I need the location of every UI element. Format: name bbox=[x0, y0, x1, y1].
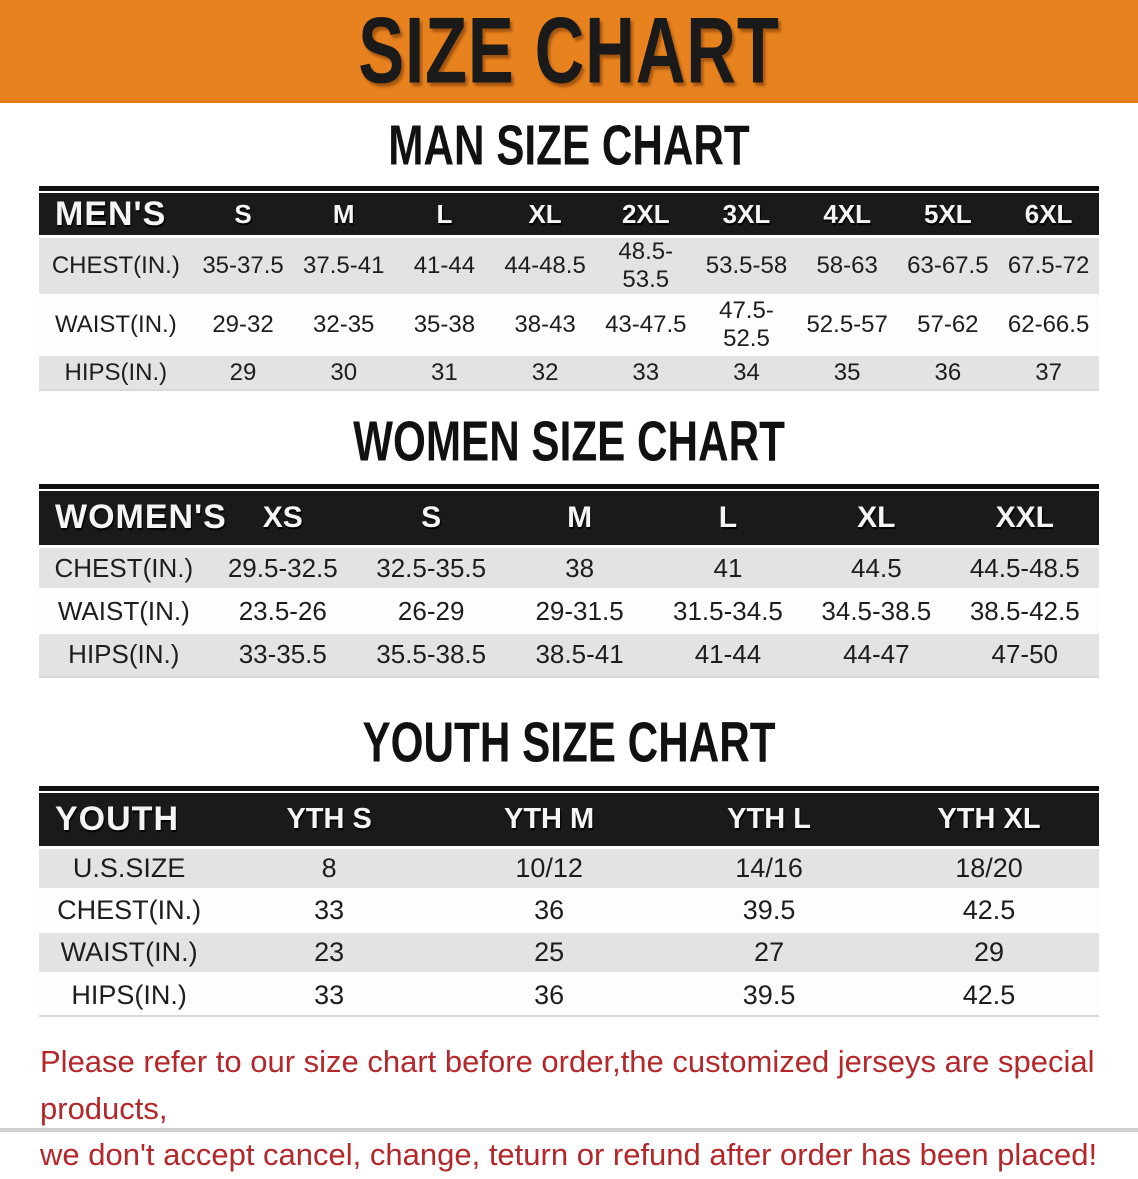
measurement-row bbox=[39, 590, 1099, 633]
measurement-row bbox=[39, 931, 1099, 973]
measurement-value: 32 bbox=[531, 358, 559, 386]
size-column-header: YTH XL bbox=[937, 803, 1041, 836]
size-column-header: L bbox=[718, 500, 738, 534]
measurement-value: 33 bbox=[632, 358, 660, 386]
measurement-value: 10/12 bbox=[515, 852, 583, 883]
measurement-value: 29.5-32.5 bbox=[227, 552, 338, 583]
footnote bbox=[40, 1039, 1138, 1179]
measurement-value: 18/20 bbox=[955, 852, 1023, 883]
size-column-header: XXL bbox=[995, 500, 1054, 534]
size-table bbox=[39, 491, 1099, 676]
footnote-line-1: Please refer to our size chart before order,the customized jerseys are special products, bbox=[40, 1044, 1095, 1126]
measurement-value: 48.5-53.5 bbox=[618, 238, 674, 294]
size-table-body bbox=[39, 847, 1099, 1015]
measurement-value: 34 bbox=[733, 358, 760, 386]
measurement-value: 38.5-41 bbox=[535, 639, 624, 670]
measurement-value: 52.5-57 bbox=[806, 311, 888, 339]
measurement-value: 39.5 bbox=[742, 979, 796, 1010]
measurement-label: WAIST(IN.) bbox=[57, 595, 190, 626]
measurement-row bbox=[39, 847, 1099, 889]
measurement-value: 35 bbox=[833, 358, 861, 386]
size-column-header: 4XL bbox=[823, 198, 871, 229]
men-section-heading: MAN SIZE CHART bbox=[388, 115, 750, 178]
section-youth bbox=[0, 711, 1138, 1018]
measurement-value: 30 bbox=[330, 358, 358, 386]
measurement-value: 53.5-58 bbox=[705, 252, 788, 280]
banner-title: SIZE CHART bbox=[358, 0, 780, 103]
size-header-row bbox=[39, 793, 1099, 847]
measurement-value: 41-44 bbox=[413, 252, 476, 280]
measurement-value: 33 bbox=[314, 894, 345, 925]
youth-section-heading: YOUTH SIZE CHART bbox=[362, 711, 776, 775]
measurement-value: 44-48.5 bbox=[504, 252, 586, 280]
measurement-value: 23.5-26 bbox=[238, 595, 327, 626]
size-column-header: XL bbox=[528, 198, 562, 229]
measurement-value: 44-47 bbox=[843, 639, 910, 670]
women-size-table bbox=[39, 484, 1099, 678]
measurement-value: 47-50 bbox=[991, 639, 1059, 670]
women-section-heading: WOMEN SIZE CHART bbox=[353, 410, 785, 474]
measurement-label: WAIST(IN.) bbox=[60, 936, 198, 967]
measurement-label: HIPS(IN.) bbox=[68, 639, 180, 670]
measurement-row bbox=[39, 633, 1099, 676]
measurement-value: 47.5-52.5 bbox=[719, 297, 774, 353]
measurement-label: HIPS(IN.) bbox=[64, 358, 168, 386]
size-table bbox=[39, 193, 1099, 389]
measurement-value: 29 bbox=[974, 936, 1005, 967]
measurement-value: 34.5-38.5 bbox=[821, 595, 932, 626]
size-column-header: 2XL bbox=[621, 198, 670, 229]
footnote-line-2: we don't accept cancel, change, teturn or refund after order has been placed! bbox=[40, 1137, 1098, 1173]
banner bbox=[0, 0, 1138, 103]
size-header-row bbox=[39, 193, 1099, 237]
size-column-header: XL bbox=[857, 500, 896, 534]
size-column-header: 6XL bbox=[1024, 198, 1073, 229]
measurement-label: CHEST(IN.) bbox=[57, 894, 202, 925]
measurement-value: 41 bbox=[713, 552, 743, 583]
measurement-label: HIPS(IN.) bbox=[71, 979, 187, 1010]
measurement-value: 32-35 bbox=[313, 311, 375, 339]
section-men bbox=[0, 115, 1138, 391]
size-table-head bbox=[39, 793, 1099, 847]
measurement-value: 31 bbox=[431, 358, 458, 386]
size-table-head bbox=[39, 193, 1099, 237]
measurement-value: 63-67.5 bbox=[907, 252, 989, 280]
size-column-header: YTH S bbox=[286, 803, 372, 836]
measurement-value: 32.5-35.5 bbox=[376, 552, 487, 583]
size-column-header: S bbox=[234, 198, 252, 229]
measurement-value: 29-32 bbox=[212, 311, 274, 339]
measurement-value: 62-66.5 bbox=[1007, 311, 1090, 339]
measurement-value: 23 bbox=[314, 936, 345, 967]
bottom-edge-line bbox=[0, 1128, 1138, 1132]
measurement-value: 44.5 bbox=[851, 552, 902, 583]
measurement-value: 36 bbox=[534, 894, 565, 925]
measurement-value: 44.5-48.5 bbox=[969, 552, 1080, 583]
table-title-cell: MEN'S bbox=[55, 194, 167, 233]
measurement-value: 8 bbox=[321, 852, 337, 883]
measurement-value: 33 bbox=[314, 979, 345, 1010]
size-column-header: M bbox=[567, 500, 593, 534]
measurement-value: 58-63 bbox=[816, 252, 878, 280]
measurement-value: 14/16 bbox=[735, 852, 803, 883]
measurement-label: U.S.SIZE bbox=[72, 852, 186, 883]
size-column-header: YTH L bbox=[727, 803, 811, 836]
measurement-value: 37 bbox=[1035, 358, 1062, 386]
measurement-value: 31.5-34.5 bbox=[673, 595, 783, 626]
size-column-header: 5XL bbox=[924, 198, 972, 229]
measurement-value: 42.5 bbox=[962, 894, 1016, 925]
measurement-value: 35.5-38.5 bbox=[376, 639, 487, 670]
measurement-value: 38 bbox=[565, 552, 595, 583]
measurement-value: 26-29 bbox=[397, 595, 465, 626]
size-column-header: S bbox=[421, 500, 442, 534]
measurement-value: 43-47.5 bbox=[605, 311, 687, 339]
measurement-row bbox=[39, 296, 1099, 355]
size-table bbox=[39, 793, 1099, 1015]
measurement-value: 36 bbox=[534, 979, 565, 1010]
size-column-header: YTH M bbox=[504, 803, 595, 836]
size-column-header: M bbox=[332, 198, 355, 229]
size-column-header: L bbox=[436, 198, 453, 229]
size-column-header: XS bbox=[262, 500, 303, 534]
size-table-body bbox=[39, 547, 1099, 676]
measurement-row bbox=[39, 355, 1099, 389]
size-table-head bbox=[39, 491, 1099, 547]
measurement-value: 36 bbox=[934, 358, 962, 386]
measurement-value: 35-38 bbox=[413, 311, 476, 339]
men-size-table bbox=[39, 186, 1099, 391]
table-title-cell: WOMEN'S bbox=[55, 498, 227, 537]
size-header-row bbox=[39, 491, 1099, 547]
measurement-row bbox=[39, 547, 1099, 590]
size-table-body bbox=[39, 237, 1099, 389]
measurement-label: CHEST(IN.) bbox=[54, 552, 194, 583]
measurement-value: 41-44 bbox=[694, 639, 762, 670]
measurement-value: 33-35.5 bbox=[238, 639, 327, 670]
measurement-value: 29-31.5 bbox=[535, 595, 624, 626]
measurement-value: 38.5-42.5 bbox=[969, 595, 1080, 626]
measurement-value: 27 bbox=[754, 936, 785, 967]
measurement-value: 25 bbox=[534, 936, 565, 967]
measurement-value: 42.5 bbox=[962, 979, 1016, 1010]
measurement-value: 67.5-72 bbox=[1007, 252, 1090, 280]
measurement-value: 37.5-41 bbox=[303, 252, 385, 280]
measurement-label: CHEST(IN.) bbox=[51, 252, 180, 280]
measurement-row bbox=[39, 889, 1099, 931]
measurement-label: WAIST(IN.) bbox=[54, 311, 177, 339]
section-women bbox=[0, 410, 1138, 678]
size-column-header: 3XL bbox=[722, 198, 771, 229]
measurement-value: 29 bbox=[229, 358, 257, 386]
youth-size-table bbox=[39, 786, 1099, 1017]
table-title-cell: YOUTH bbox=[55, 800, 179, 839]
measurement-value: 57-62 bbox=[917, 311, 979, 339]
measurement-value: 38-43 bbox=[514, 311, 576, 339]
measurement-row bbox=[39, 237, 1099, 296]
measurement-value: 39.5 bbox=[742, 894, 796, 925]
measurement-value: 35-37.5 bbox=[202, 252, 284, 280]
measurement-row bbox=[39, 973, 1099, 1015]
